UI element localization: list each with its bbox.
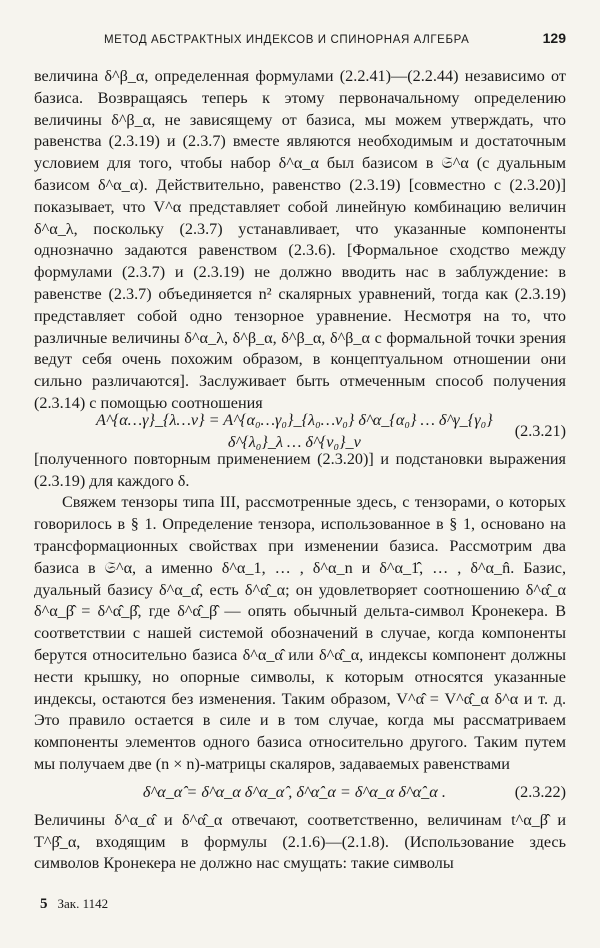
- body-text: [34, 66, 566, 875]
- page-footer: [40, 896, 108, 913]
- paragraph-3: Свяжем тензоры типа III, рассмотренные здесь, с тензорами, о которых говорилось в § 1. Определение тензора, использованное в § 1, основано на трансформационных свойствах при изменении базиса. Рассмотрим два базиса в 𝔖^α, а именно δ^α_1, … , δ^α_n и δ^α_1̂, … , δ^α_n̂. Базис, дуальный базису δ^α_α̂, есть δ^α̂_α; он удовлетворяет соотношению δ^α̂_α δ^α_β̂ = δ^α̂_β̂, где δ^α̂_β̂ — опять обычный дельта-символ Кронекера. В соответствии с нашей системой обозначений в случае, когда компоненты берутся относительно базиса δ^α_α̂ или δ^α̂_α, индексы компонент должны нести крышку, но опорные символы, к которым относятся указанные индексы, остаются без изменения. Таким образом, V^α̂ = V^α̂_α δ^α и т. д. Это правило остается в силе и в том случае, когда мы рассматриваем компоненты элементов одного базиса относительно другого. Таким путем мы получаем две (n × n)-матрицы скаляров, задаваемых равенствами: [34, 493, 566, 773]
- equation-2-3-22: [34, 776, 566, 810]
- equation-2-3-21: [34, 410, 566, 451]
- running-title: МЕТОД АБСТРАКТНЫХ ИНДЕКСОВ И СПИНОРНАЯ АЛГЕБРА: [104, 34, 470, 46]
- equation-formula: A^{α…γ}_{λ…ν} = A^{α₀…γ₀}_{λ₀…ν₀} δ^α_{α₀} … δ^γ_{γ₀} δ^{λ₀}_λ … δ^{ν₀}_ν: [96, 410, 493, 451]
- paragraph-2: [полученного повторным применением (2.3.20)] и подстановки выражения (2.3.19) для каждого δ.: [34, 449, 566, 490]
- signature-mark: 5: [40, 896, 48, 912]
- page-number: 129: [542, 30, 566, 46]
- equation-formula: δ^α_α̂ = δ^α_α δ^α_α̂ , δ^α̂_α = δ^α_α δ^α̂_α .: [142, 782, 446, 801]
- equation-number: (2.3.22): [514, 782, 566, 801]
- paragraph-1: величина δ^β_α, определенная формулами (2.2.41)—(2.2.44) независимо от базиса. Возвращаясь теперь к этому первоначальному определению величины δ^β_α, не зависящему от базиса, мы можем утверждать, что равенства (2.3.19) и (2.3.7) вместе являются необходимым и достаточным условием для того, чтобы набор δ^α_α был базисом в 𝔖^α (с дуальным базисом δ^α_α). Действительно, равенство (2.3.19) [совместно с (2.3.20)] показывает, что V^α представляет собой линейную комбинацию величин δ^α_λ, поскольку (2.3.7) устанавливает, что указанные компоненты однозначно задаются равенством (2.3.6). [Формальное сходство между формулами (2.3.7) и (2.3.19) не должно вводить нас в заблуждение: в равенстве (2.3.7) объединяется n² скалярных уравнений, тогда как (2.3.19) представляет собой одно тензорное уравнение. Несмотря на то, что различные величины δ^α_λ, δ^β_α, δ^β_α, δ^β_α с формальной точки зрения ведут себя очень похожим образом, в концептуальном отношении они сильно различаются]. Заслуживает быть отмеченным способ получения (2.3.14) с помощью соотношения: [34, 67, 566, 412]
- paragraph-4: Величины δ^α_α̂ и δ^α̂_α отвечают, соответственно, величинам t^α_β̂ и T^β̂_α, входящим в формулы (2.1.6)—(2.1.8). (Использование здесь символов Кронекера не должно нас смущать: такие символы: [34, 810, 566, 873]
- running-header: [104, 30, 566, 46]
- print-info: Зак. 1142: [57, 896, 109, 911]
- equation-number: (2.3.21): [514, 421, 566, 440]
